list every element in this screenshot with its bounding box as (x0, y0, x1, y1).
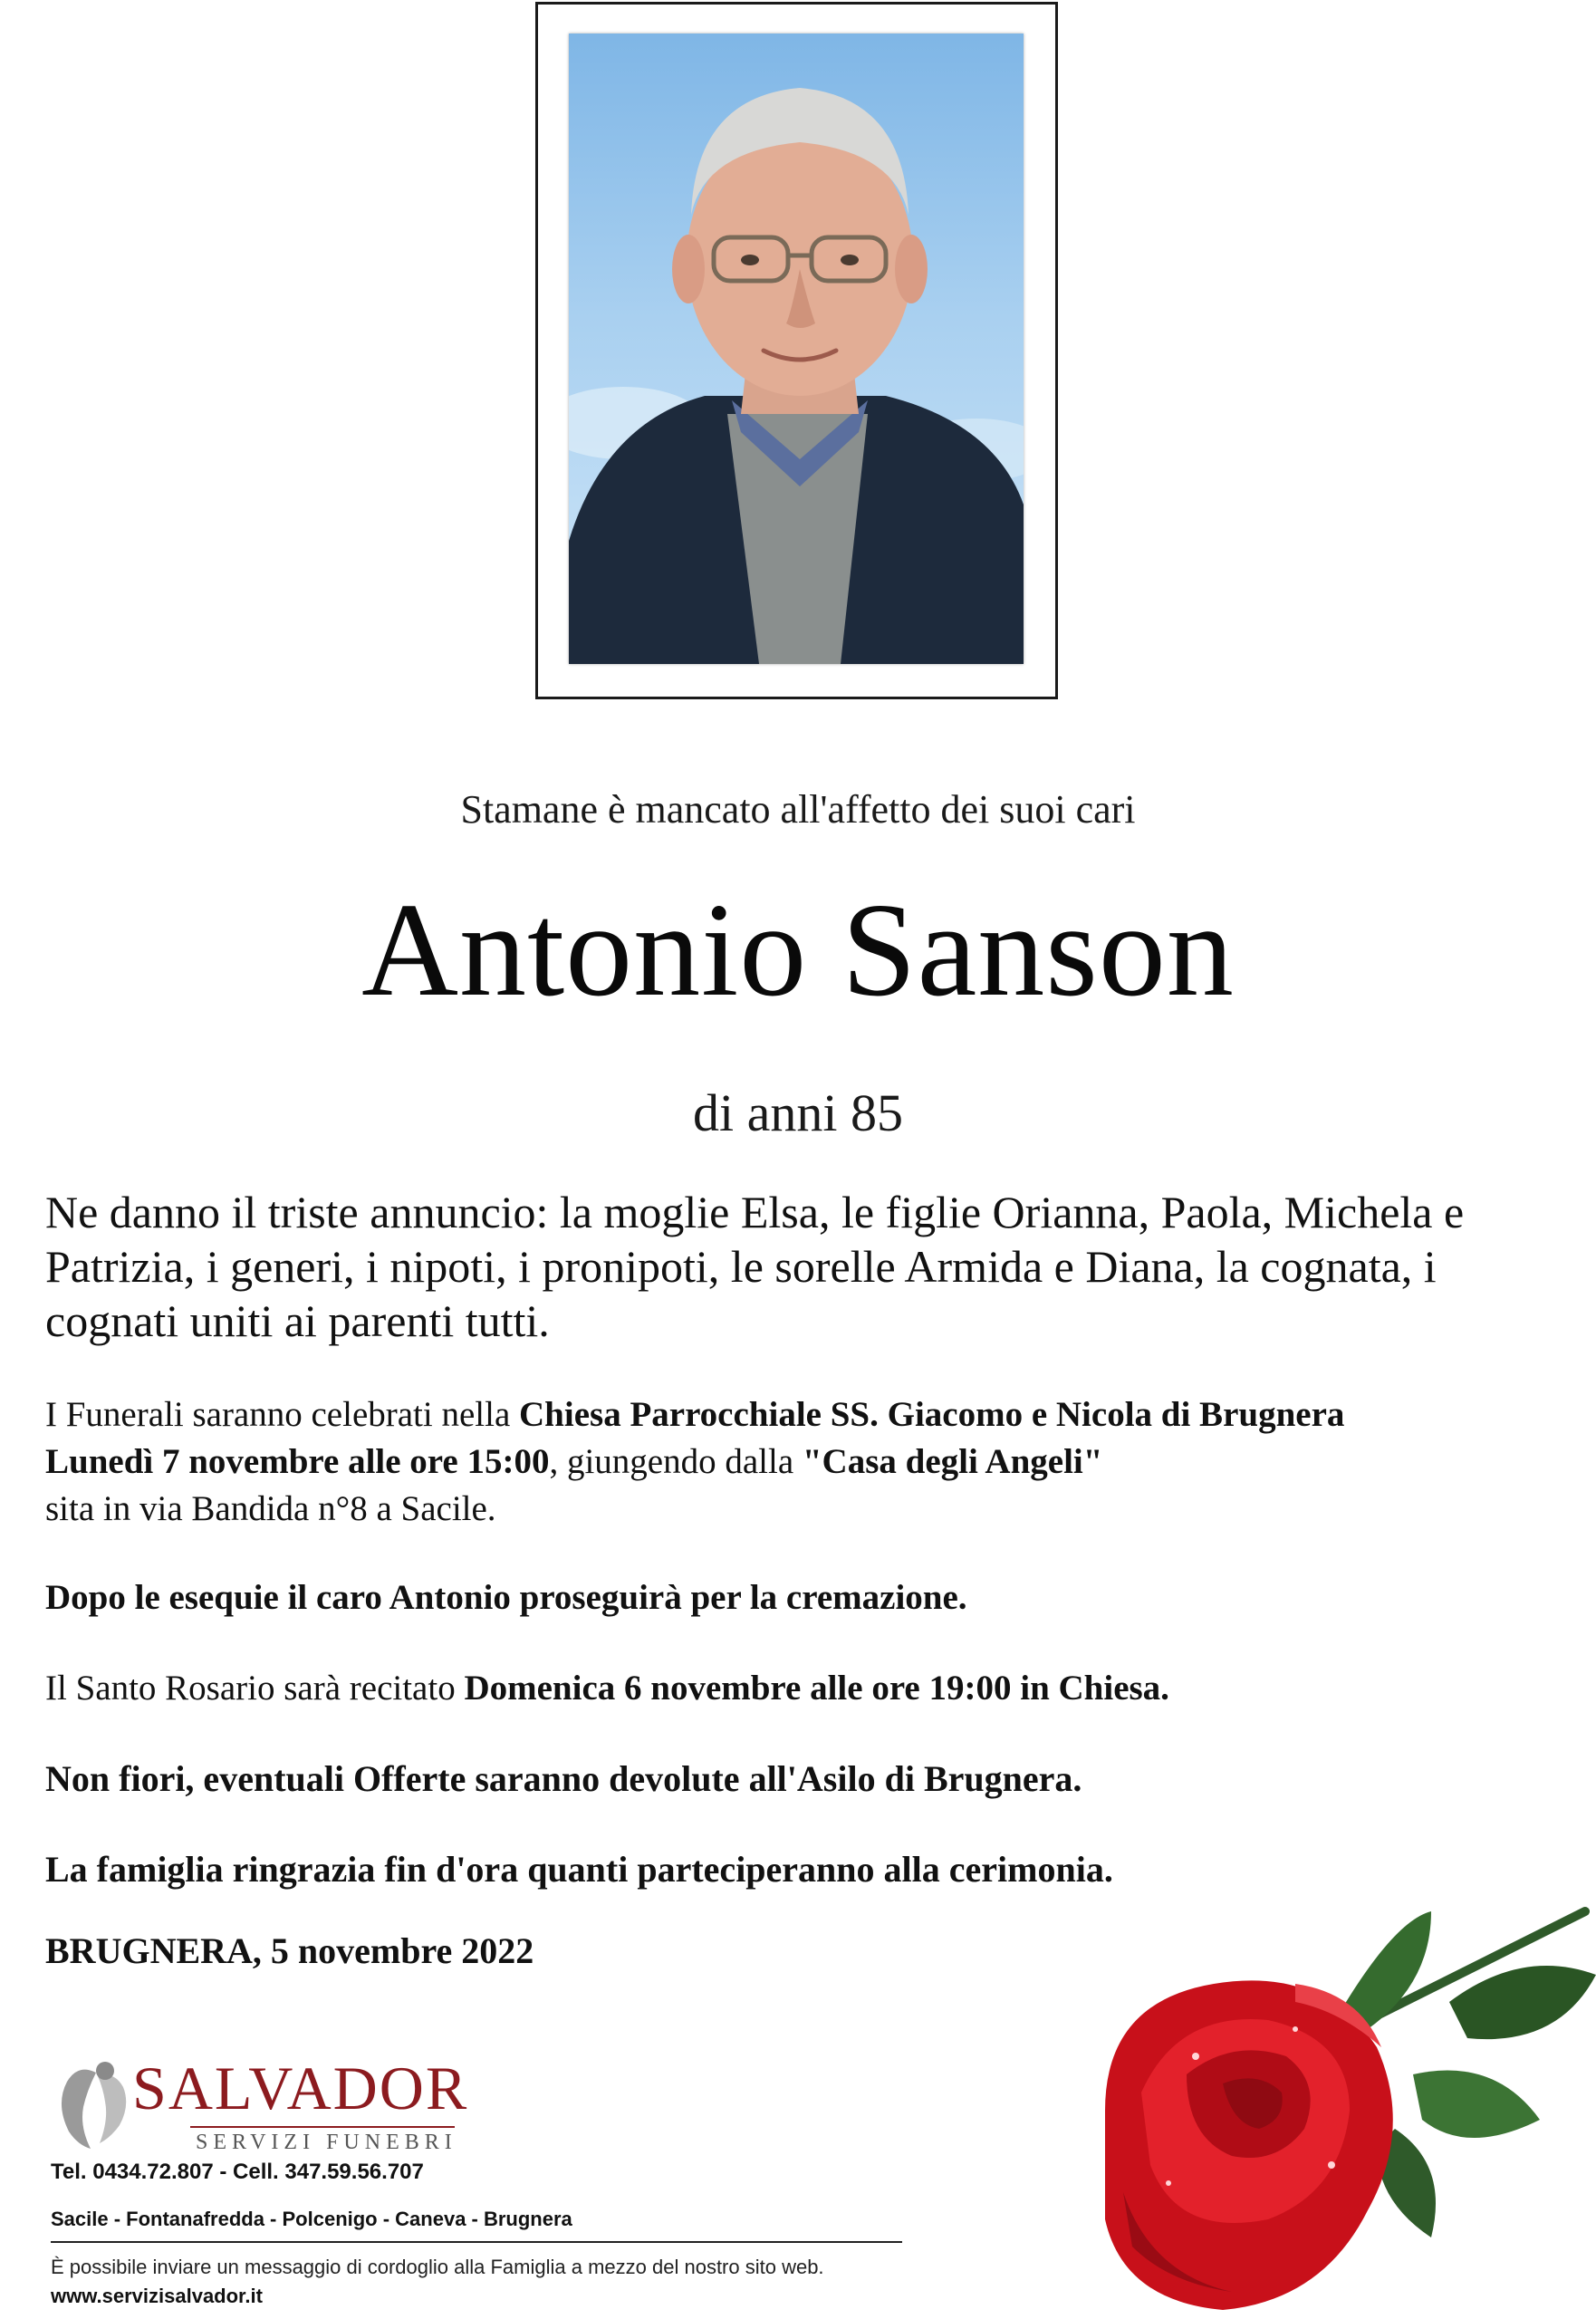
age-line: di anni 85 (693, 1083, 903, 1142)
rosary-paragraph (45, 1667, 1567, 1710)
footer-phones: Tel. 0434.72.807 - Cell. 347.59.56.707 (51, 2160, 424, 2184)
funeral-middle: , giungendo dalla (549, 1442, 803, 1481)
footer-message: È possibile inviare un messaggio di cordoglio alla Famiglia a mezzo del nostro sito web. (51, 2256, 824, 2278)
angel-logo-icon (51, 2054, 139, 2154)
cremation-note: Dopo le esequie il caro Antonio proseguirà per la cremazione. (45, 1578, 967, 1617)
rosary-datetime: Domenica 6 novembre alle ore 19:00 in Chiesa. (464, 1669, 1169, 1708)
red-rose-icon (1069, 1893, 1596, 2319)
opening-line: Stamane è mancato all'affetto dei suoi cari (460, 787, 1136, 832)
deceased-name: Antonio Sanson (361, 876, 1235, 1025)
logo-name: SALVADOR (132, 2054, 469, 2122)
place-date: BRUGNERA, 5 novembre 2022 (45, 1930, 534, 1971)
funeral-datetime: Lunedì 7 novembre alle ore 15:00 (45, 1442, 550, 1481)
rosary-intro: Il Santo Rosario sarà recitato (45, 1669, 465, 1708)
footer-website[interactable]: www.servizisalvador.it (51, 2285, 263, 2307)
portrait-photo (569, 34, 1024, 664)
footer-divider (51, 2241, 902, 2243)
funeral-church: Chiesa Parrocchiale SS. Giacomo e Nicola di Brugnera (519, 1395, 1345, 1434)
announcement-paragraph: Ne danno il triste annuncio: la moglie Elsa, le figlie Orianna, Paola, Michela e Patrizia, i generi, i nipoti, i pronipoti, le sorelle Armida e Diana, la cognata, i cognati uniti ai parenti tutti. (45, 1187, 1465, 1346)
logo-subtitle: SERVIZI FUNEBRI (196, 2131, 457, 2154)
portrait-frame (535, 2, 1058, 699)
logo-divider (190, 2126, 455, 2128)
flowers-note: Non fiori, eventuali Offerte saranno devolute all'Asilo di Brugnera. (45, 1758, 1082, 1799)
funeral-address: sita in via Bandida n°8 a Sacile. (45, 1489, 496, 1528)
footer-towns: Sacile - Fontanafredda - Polcenigo - Caneva - Brugnera (51, 2208, 572, 2230)
thanks-note: La famiglia ringrazia fin d'ora quanti parteciperanno alla cerimonia. (45, 1849, 1113, 1890)
funeral-intro: I Funerali saranno celebrati nella (45, 1395, 520, 1434)
funeral-paragraph (45, 1391, 1567, 1533)
funeral-house: "Casa degli Angeli" (802, 1442, 1103, 1481)
funeral-home-logo (45, 2049, 469, 2176)
